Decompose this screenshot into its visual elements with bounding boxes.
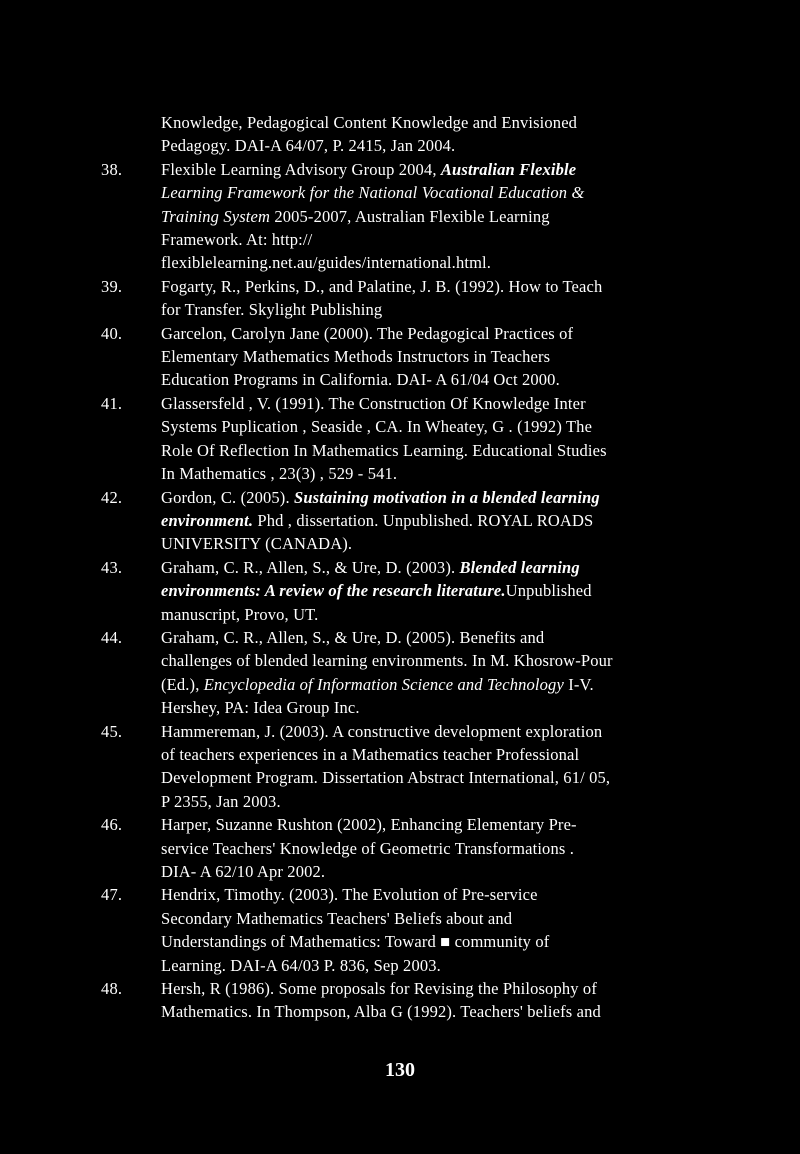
reference-line bbox=[161, 322, 681, 345]
reference-line bbox=[161, 134, 681, 157]
reference-number: 48. bbox=[101, 979, 123, 999]
reference-text: Understandings of Mathematics: Toward ■ community of bbox=[161, 932, 550, 952]
reference-line bbox=[161, 158, 681, 181]
reference-number: 42. bbox=[101, 487, 123, 507]
reference-title: Blended learning bbox=[459, 557, 580, 577]
reference-text: Glassersfeld , V. (1991). The Construction Of Knowledge Inter bbox=[161, 393, 586, 413]
reference-line bbox=[161, 368, 681, 391]
reference-line bbox=[161, 649, 681, 672]
reference-line bbox=[161, 603, 681, 626]
reference-text: Knowledge, Pedagogical Content Knowledge and Envisioned bbox=[161, 113, 578, 132]
reference-text: Fogarty, R., Perkins, D., and Palatine, J. B. (1992). How to Teach bbox=[161, 276, 603, 296]
reference-number: 43. bbox=[101, 557, 123, 577]
reference-number: 46. bbox=[101, 815, 123, 835]
reference-line bbox=[161, 392, 681, 415]
reference-line bbox=[161, 720, 681, 743]
reference-line bbox=[161, 111, 681, 134]
reference-line bbox=[161, 181, 681, 204]
reference-line bbox=[161, 977, 681, 1000]
reference-title: Sustaining motivation in a blended learning bbox=[294, 487, 600, 507]
reference-line bbox=[161, 626, 681, 649]
reference-text: Gordon, C. (2005). bbox=[161, 487, 295, 507]
reference-text: Unpublished bbox=[505, 581, 592, 601]
reference-title: environment. bbox=[161, 510, 254, 530]
reference-text: Learning. DAI-A 64/03 P. 836, Sep 2003. bbox=[161, 955, 441, 975]
reference-text: Framework. At: http:// bbox=[161, 230, 313, 250]
reference-line bbox=[161, 345, 681, 368]
reference-text: P 2355, Jan 2003. bbox=[161, 791, 281, 811]
reference-line bbox=[161, 907, 681, 930]
reference-entry bbox=[0, 111, 800, 158]
reference-title: Learning Framework for the National Vocational Education & bbox=[161, 183, 585, 203]
reference-line bbox=[161, 462, 681, 485]
reference-text: of teachers experiences in a Mathematics teacher Professional bbox=[161, 744, 580, 764]
reference-number: 38. bbox=[101, 159, 123, 179]
reference-line bbox=[161, 766, 681, 789]
reference-line bbox=[161, 439, 681, 462]
reference-entry bbox=[0, 275, 800, 322]
reference-line bbox=[161, 790, 681, 813]
reference-line bbox=[161, 275, 681, 298]
reference-text: I-V. bbox=[563, 674, 594, 694]
reference-line bbox=[161, 251, 681, 274]
reference-text: Hersh, R (1986). Some proposals for Revising the Philosophy of bbox=[161, 979, 597, 999]
reference-text: Hershey, PA: Idea Group Inc. bbox=[161, 698, 360, 718]
reference-text: Education Programs in California. DAI- A 61/04 Oct 2000. bbox=[161, 370, 560, 390]
reference-line bbox=[161, 509, 681, 532]
reference-line bbox=[161, 579, 681, 602]
reference-number: 45. bbox=[101, 721, 123, 741]
reference-text: flexiblelearning.net.au/guides/international.html. bbox=[161, 253, 492, 273]
reference-text: Graham, C. R., Allen, S., & Ure, D. (2005). Benefits and bbox=[161, 627, 545, 647]
reference-line bbox=[161, 813, 681, 836]
reference-text: Graham, C. R., Allen, S., & Ure, D. (2003). bbox=[161, 557, 460, 577]
reference-line bbox=[161, 205, 681, 228]
reference-entry bbox=[0, 977, 800, 1024]
reference-text: Role Of Reflection In Mathematics Learning. Educational Studies bbox=[161, 440, 607, 460]
page-number: 130 bbox=[385, 1059, 415, 1081]
reference-line bbox=[161, 556, 681, 579]
reference-line bbox=[161, 673, 681, 696]
reference-number: 39. bbox=[101, 276, 123, 296]
reference-entry bbox=[0, 486, 800, 556]
reference-text: manuscript, Provo, UT. bbox=[161, 604, 319, 624]
reference-text: Hendrix, Timothy. (2003). The Evolution of Pre-service bbox=[161, 885, 538, 905]
reference-entry bbox=[0, 158, 800, 275]
reference-list bbox=[0, 111, 800, 1024]
reference-text: (Ed.), bbox=[161, 674, 204, 694]
reference-line bbox=[161, 954, 681, 977]
reference-text: Mathematics. In Thompson, Alba G (1992). Teachers' beliefs and bbox=[161, 1002, 601, 1022]
reference-text: UNIVERSITY (CANADA). bbox=[161, 534, 353, 554]
reference-entry bbox=[0, 813, 800, 883]
reference-title: Australian Flexible bbox=[440, 159, 577, 179]
reference-line bbox=[161, 532, 681, 555]
reference-line bbox=[161, 228, 681, 251]
reference-line bbox=[161, 743, 681, 766]
reference-entry bbox=[0, 556, 800, 626]
reference-text: Phd , dissertation. Unpublished. ROYAL ROADS bbox=[253, 510, 594, 530]
reference-text: Systems Puplication , Seaside , CA. In Wheatey, G . (1992) The bbox=[161, 417, 593, 437]
reference-text: Garcelon, Carolyn Jane (2000). The Pedagogical Practices of bbox=[161, 323, 574, 343]
reference-number: 40. bbox=[101, 323, 123, 343]
reference-line bbox=[161, 860, 681, 883]
reference-title: environments: A review of the research literature. bbox=[161, 581, 506, 601]
reference-text: Hammereman, J. (2003). A constructive development exploration bbox=[161, 721, 603, 741]
reference-line bbox=[161, 298, 681, 321]
reference-entry bbox=[0, 322, 800, 392]
reference-entry bbox=[0, 720, 800, 814]
reference-text: In Mathematics , 23(3) , 529 - 541. bbox=[161, 464, 398, 484]
reference-line bbox=[161, 486, 681, 509]
reference-entry bbox=[0, 883, 800, 977]
reference-line bbox=[161, 883, 681, 906]
reference-title: Encyclopedia of Information Science and Technology bbox=[203, 674, 564, 694]
reference-text: Flexible Learning Advisory Group 2004, bbox=[161, 159, 441, 179]
reference-text: Elementary Mathematics Methods Instructors in Teachers bbox=[161, 347, 551, 367]
reference-number: 44. bbox=[101, 627, 123, 647]
reference-number: 41. bbox=[101, 393, 123, 413]
reference-line bbox=[161, 837, 681, 860]
reference-text: Secondary Mathematics Teachers' Beliefs about and bbox=[161, 908, 513, 928]
reference-line bbox=[161, 696, 681, 719]
reference-line bbox=[161, 415, 681, 438]
reference-entry bbox=[0, 392, 800, 486]
reference-text: 2005-2007, Australian Flexible Learning bbox=[270, 206, 550, 226]
reference-text: Development Program. Dissertation Abstract International, 61/ 05, bbox=[161, 768, 611, 788]
reference-line bbox=[161, 1000, 681, 1023]
reference-text: DIA- A 62/10 Apr 2002. bbox=[161, 862, 326, 881]
reference-text: Pedagogy. DAI-A 64/07, P. 2415, Jan 2004. bbox=[161, 136, 456, 156]
reference-title: Training System bbox=[161, 206, 271, 226]
reference-number: 47. bbox=[101, 885, 123, 905]
reference-text: service Teachers' Knowledge of Geometric Transformations . bbox=[161, 838, 574, 858]
reference-entry bbox=[0, 626, 800, 720]
reference-text: Harper, Suzanne Rushton (2002), Enhancing Elementary Pre- bbox=[161, 815, 577, 835]
reference-line bbox=[161, 930, 681, 953]
reference-text: challenges of blended learning environments. In M. Khosrow-Pour bbox=[161, 651, 613, 671]
reference-text: for Transfer. Skylight Publishing bbox=[161, 300, 383, 320]
